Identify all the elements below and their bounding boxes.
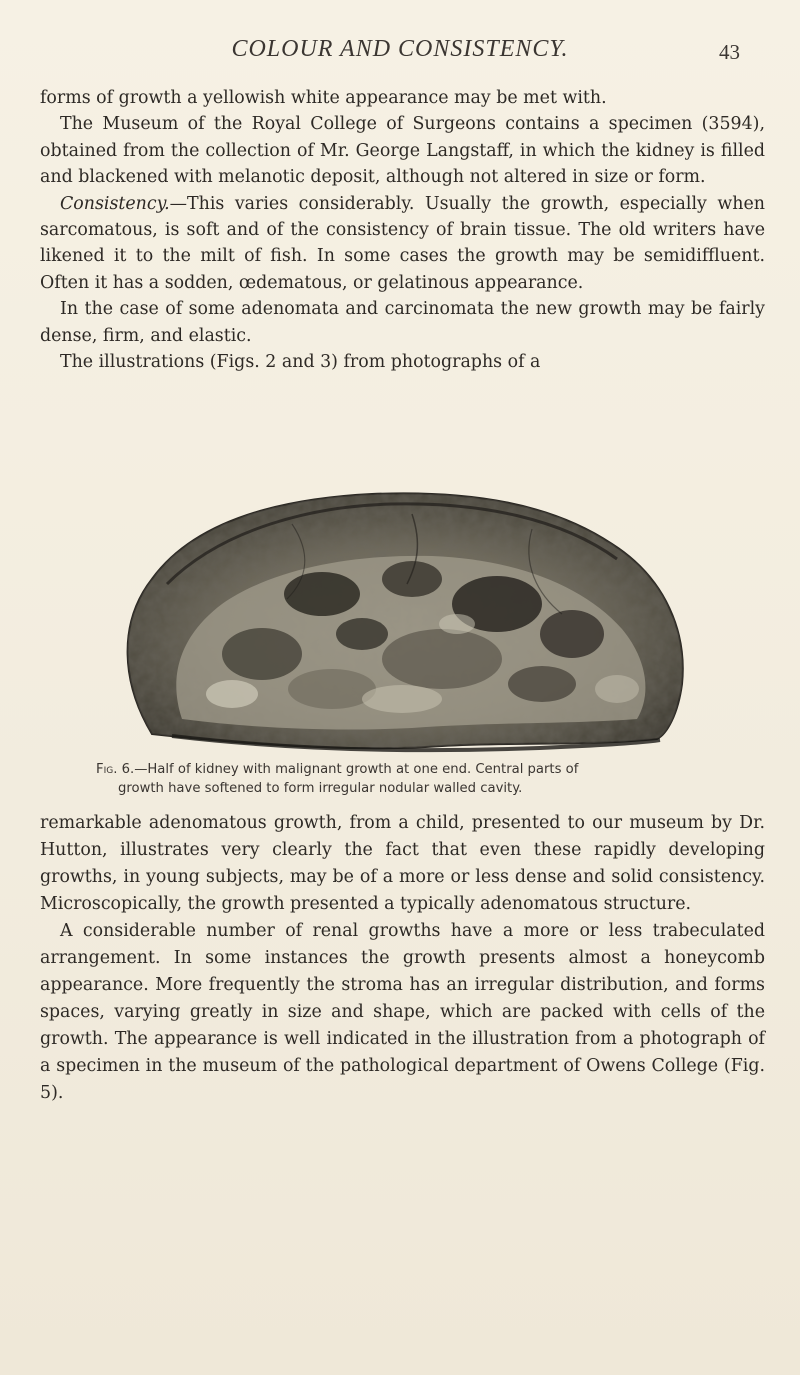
- kidney-specimen-illustration: [112, 484, 694, 754]
- page-number: 43: [719, 40, 740, 64]
- paragraph: A considerable number of renal growths have a more or less trabeculated arrangement. In some instances the growth presents almost a honeycomb appearance. More frequently the stroma has an irregular distribution, and forms spaces, varying greatly in size and shape, which are packed with cells of the growth. The appearance is well indicated in the illustration from a photograph of a specimen in the museum of the pathological department of Owens College (Fig. 5).: [40, 921, 765, 1103]
- paragraph: In the case of some adenomata and carcinomata the new growth may be fairly dense, firm, and elastic.: [40, 299, 765, 346]
- figure-label: Fig. 6.: [96, 762, 135, 777]
- body-text-bottom: [40, 810, 765, 1107]
- paragraph: remarkable adenomatous growth, from a child, presented to our museum by Dr. Hutton, illustrates very clearly the fact that even these rapidly developing growths, in young subjects, may be of a more or less dense and solid consistency. Microscopically, the growth presented a typically adenomatous structure.: [40, 813, 765, 914]
- caption-line-1: —Half of kidney with malignant growth at one end. Central parts of: [134, 762, 579, 777]
- caption-line-2: growth have softened to form irregular nodular walled cavity.: [118, 781, 523, 796]
- paragraph-body: —This varies considerably. Usually the growth, especially when sarcomatous, is soft and of the consistency of brain tissue. The old writers have likened it to the milt of fish. In some cases the growth may be semidiffluent. Often it has a sodden, œdematous, or gelatinous appearance.: [40, 193, 765, 293]
- running-title: COLOUR AND CONSISTENCY.: [231, 36, 569, 62]
- body-text-top: [40, 85, 765, 375]
- kidney-photograph: [112, 484, 694, 754]
- paragraph: The illustrations (Figs. 2 and 3) from photographs of a: [60, 352, 541, 373]
- paragraph: forms of growth a yellowish white appearance may be met with.: [40, 88, 607, 108]
- page-header: [40, 36, 760, 72]
- figure-caption: [96, 760, 716, 798]
- paragraph: The Museum of the Royal College of Surgeons contains a specimen (3594), obtained from the collection of Mr. George Langstaff, in which the kidney is filled and blackened with melanotic deposit, although not altered in size or form.: [40, 114, 765, 188]
- section-heading: Consistency.: [60, 193, 170, 214]
- paragraph-consistency: [40, 191, 765, 297]
